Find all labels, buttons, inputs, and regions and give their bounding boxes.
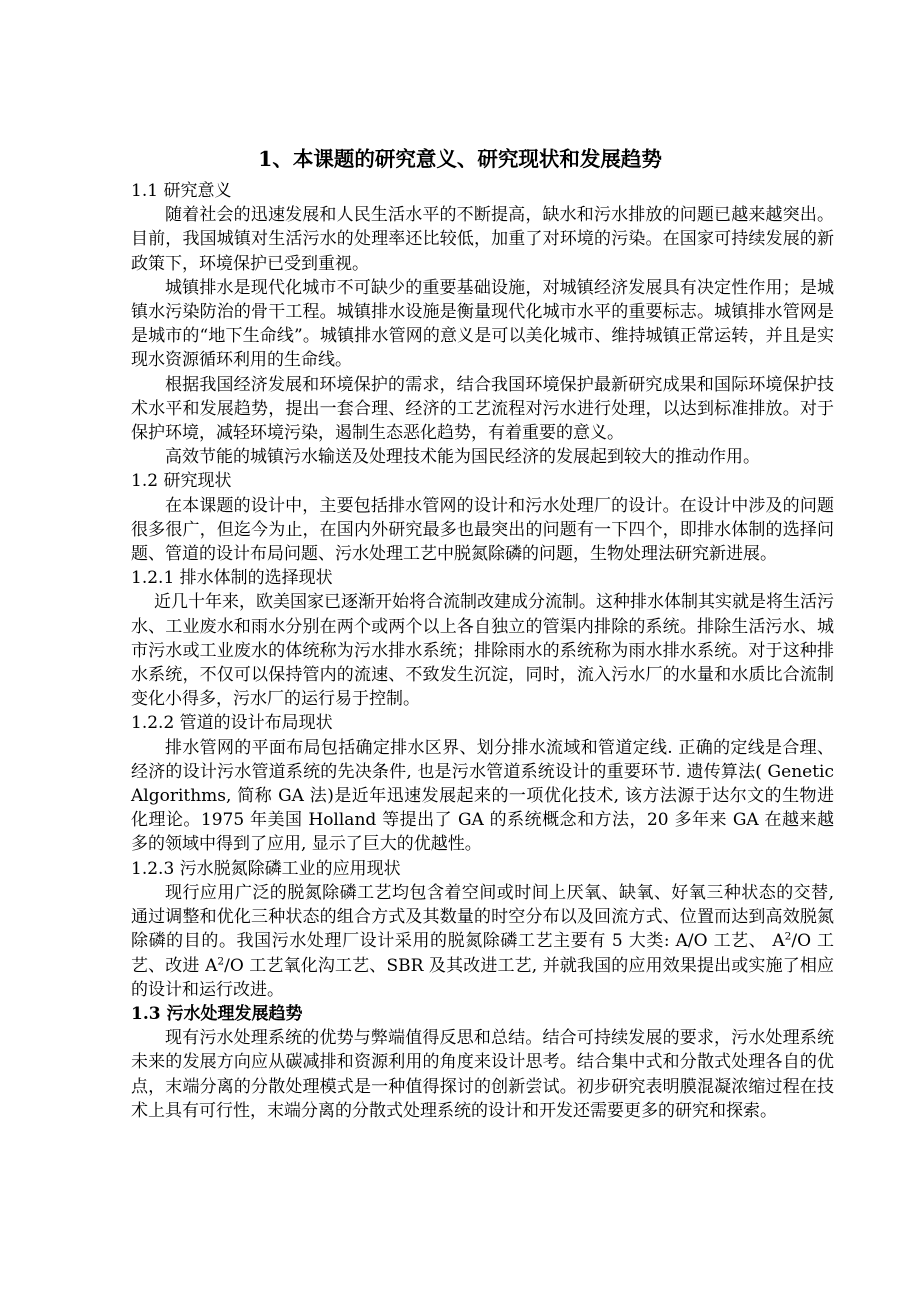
paragraph: 随着社会的迅速发展和人民生活水平的不断提高，缺水和污水排放的问题已越来越突出。目前，我国城镇对生活污水的处理率还比较低，加重了对环境的污染。在国家可持续发展的新政策下，环境保护已受到重视。 [131,205,834,274]
paragraph: 城镇排水是现代化城市不可缺少的重要基础设施，对城镇经济发展具有决定性作用；是城镇水污染防治的骨干工程。城镇排水设施是衡量现代化城市水平的重要标志。城镇排水管网是是城市的“地下生命线”。城镇排水管网的意义是可以美化城市、维持城镇正常运转，并且是实现水资源循环利用的生命线。 [131,277,834,371]
subsection-heading-1-2-3: 1.2.3 污水脱氮除磷工业的应用现状 [131,858,401,879]
paragraph: 现有污水处理系统的优势与弊端值得反思和总结。结合可持续发展的要求，污水处理系统未来的发展方向应从碳减排和资源利用的角度来设计思考。结合集中式和分散式处理各自的优点，末端分离的分散处理模式是一种值得探讨的创新尝试。初步研究表明膜混凝浓缩过程在技术上具有可行性，末端分离的分散式处理系统的设计和开发还需要更多的研究和探索。 [131,1028,834,1121]
superscript: 2 [784,930,792,943]
subsection-heading-1-2-2: 1.2.2 管道的设计布局现状 [131,713,333,734]
paragraph: 高效节能的城镇污水输送及处理技术能为国民经济的发展起到较大的推动作用。 [165,447,760,468]
paragraph: 近几十年来，欧美国家已逐渐开始将合流制改建成分流制。这种排水体制其实就是将生活污水、工业废水和雨水分别在两个或两个以上各自独立的管渠内排除的系统。排除生活污水、城市污水或工业废水的体统称为污水排水系统；排除雨水的系统称为雨水排水系统。对于这种排水系统，不仅可以保持管内的流速、不致发生沉淀，同时，流入污水厂的水量和水质比合流制变化小得多，污水厂的运行易于控制。 [131,592,834,710]
subsection-heading-1-2-1: 1.2.1 排水体制的选择现状 [131,568,333,589]
paragraph-text: 现行应用广泛的脱氮除磷工艺均包含着空间或时间上厌氧、缺氧、好氧三种状态的交替, 通过调整和优化三种状态的组合方式及其数量的时空分布以及回流方式、位置而达到高效脱氮除磷的目的。我国污水处理厂设计采用的脱氮除磷工艺主要有 5 大类: A/O 工艺、 A [131,882,834,952]
paragraph [131,881,834,1002]
document-title: 1、本课题的研究意义、研究现状和发展趋势 [258,147,662,171]
section-heading-1-1: 1.1 研究意义 [131,181,232,201]
paragraph-text: /O 工艺、改进 A [131,931,835,976]
section-heading-1-3: 1.3 污水处理发展趋势 [131,1003,303,1024]
section-heading-1-2: 1.2 研究现状 [131,471,232,492]
paragraph: 排水管网的平面布局包括确定排水区界、划分排水流域和管道定线. 正确的定线是合理、经济的设计污水管道系统的先决条件, 也是污水管道系统设计的重要环节. 遗传算法( Genetic Algorithms, 简称 GA 法)是近年迅速发展起来的一项优化技术, 该方法源于达尔文的生物进化理论。1975 年美国 Holland 等提出了 GA 的系统概念和方法，20 多年来 GA 在越来越多的领域中得到了应用, 显示了巨大的优越性。 [131,737,834,855]
document-body [131,179,834,1123]
superscript: 2 [217,954,225,967]
paragraph: 根据我国经济发展和环境保护的需求，结合我国环境保护最新研究成果和国际环境保护技术水平和发展趋势，提出一套合理、经济的工艺流程对污水进行处理，以达到标准排放。对于保护环境，减轻环境污染，遏制生态恶化趋势，有着重要的意义。 [131,374,834,444]
paragraph: 在本课题的设计中，主要包括排水管网的设计和污水处理厂的设计。在设计中涉及的问题很多很广，但迄今为止，在国内外研究最多也最突出的问题有一下四个，即排水体制的选择问题、管道的设计布局问题、污水处理工艺中脱氮除磷的问题，生物处理法研究新进展。 [131,495,834,565]
paragraph-text: /O 工艺氧化沟工艺、SBR 及其改进工艺, 并就我国的应用效果提出或实施了相应的设计和运行改进。 [131,955,834,1000]
